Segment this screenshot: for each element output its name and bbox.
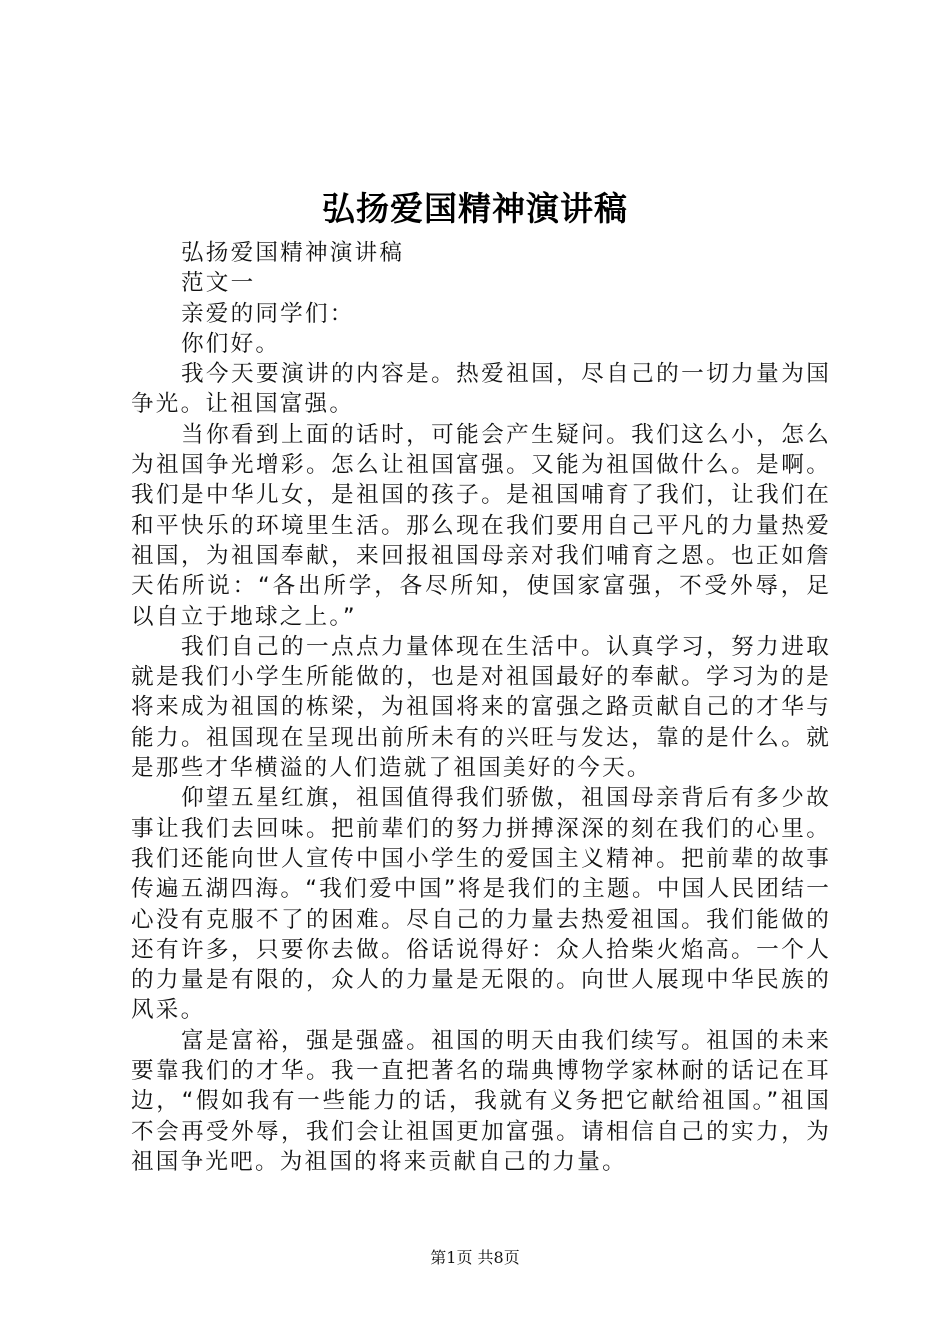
document-body (131, 238, 831, 1177)
page-footer: 第1页 共8页 (430, 1248, 520, 1267)
paragraph-1: 我今天要演讲的内容是。热爱祖国，尽自己的一切力量为国争光。让祖国富强。 (131, 361, 831, 418)
subtitle-line: 弘扬爱国精神演讲稿 (181, 240, 405, 266)
paragraph-2: 当你看到上面的话时，可能会产生疑问。我们这么小，怎么为祖国争光增彩。怎么让祖国富强。又能为祖国做什么。是啊。我们是中华儿女，是祖国的孩子。是祖国哺育了我们，让我们在和平快乐的环境里生活。那么现在我们要用自己平凡的力量热爱祖国，为祖国奉献，来回报祖国母亲对我们哺育之恩。也正如詹天佑所说：“各出所学，各尽所知，使国家富强，不受外辱，足以自立于地球之上。” (131, 421, 831, 630)
salutation-line: 亲爱的同学们： (181, 300, 355, 327)
paragraph-5: 富是富裕，强是强盛。祖国的明天由我们续写。祖国的未来要靠我们的才华。我一直把著名的瑞典博物学家林耐的话记在耳边，“假如我有一些能力的话，我就有义务把它献给祖国。”祖国不会再受外辱，我们会让祖国更加富强。请相信自己的实力，为祖国争光吧。为祖国的将来贡献自己的力量。 (131, 1027, 831, 1175)
greeting-line: 你们好。 (181, 330, 281, 357)
document-title: 弘扬爱国精神演讲稿 (322, 189, 628, 228)
section-line: 范文一 (181, 270, 256, 297)
paragraph-3: 我们自己的一点点力量体现在生活中。认真学习，努力进取就是我们小学生所能做的，也是对祖国最好的奉献。学习为的是将来成为祖国的栋梁，为祖国将来的富强之路贡献自己的才华与能力。祖国现在呈现出前所未有的兴旺与发达，靠的是什么。就是那些才华横溢的人们造就了祖国美好的今天。 (131, 633, 831, 782)
paragraph-4: 仰望五星红旗，祖国值得我们骄傲，祖国母亲背后有多少故事让我们去回味。把前辈们的努力拼搏深深的刻在我们的心里。我们还能向世人宣传中国小学生的爱国主义精神。把前辈的故事传遍五湖四海。“我们爱中国”将是我们的主题。中国人民团结一心没有克服不了的困难。尽自己的力量去热爱祖国。我们能做的还有许多，只要你去做。俗话说得好：众人拾柴火焰高。一个人的力量是有限的，众人的力量是无限的。向世人展现中华民族的风采。 (131, 785, 831, 1024)
